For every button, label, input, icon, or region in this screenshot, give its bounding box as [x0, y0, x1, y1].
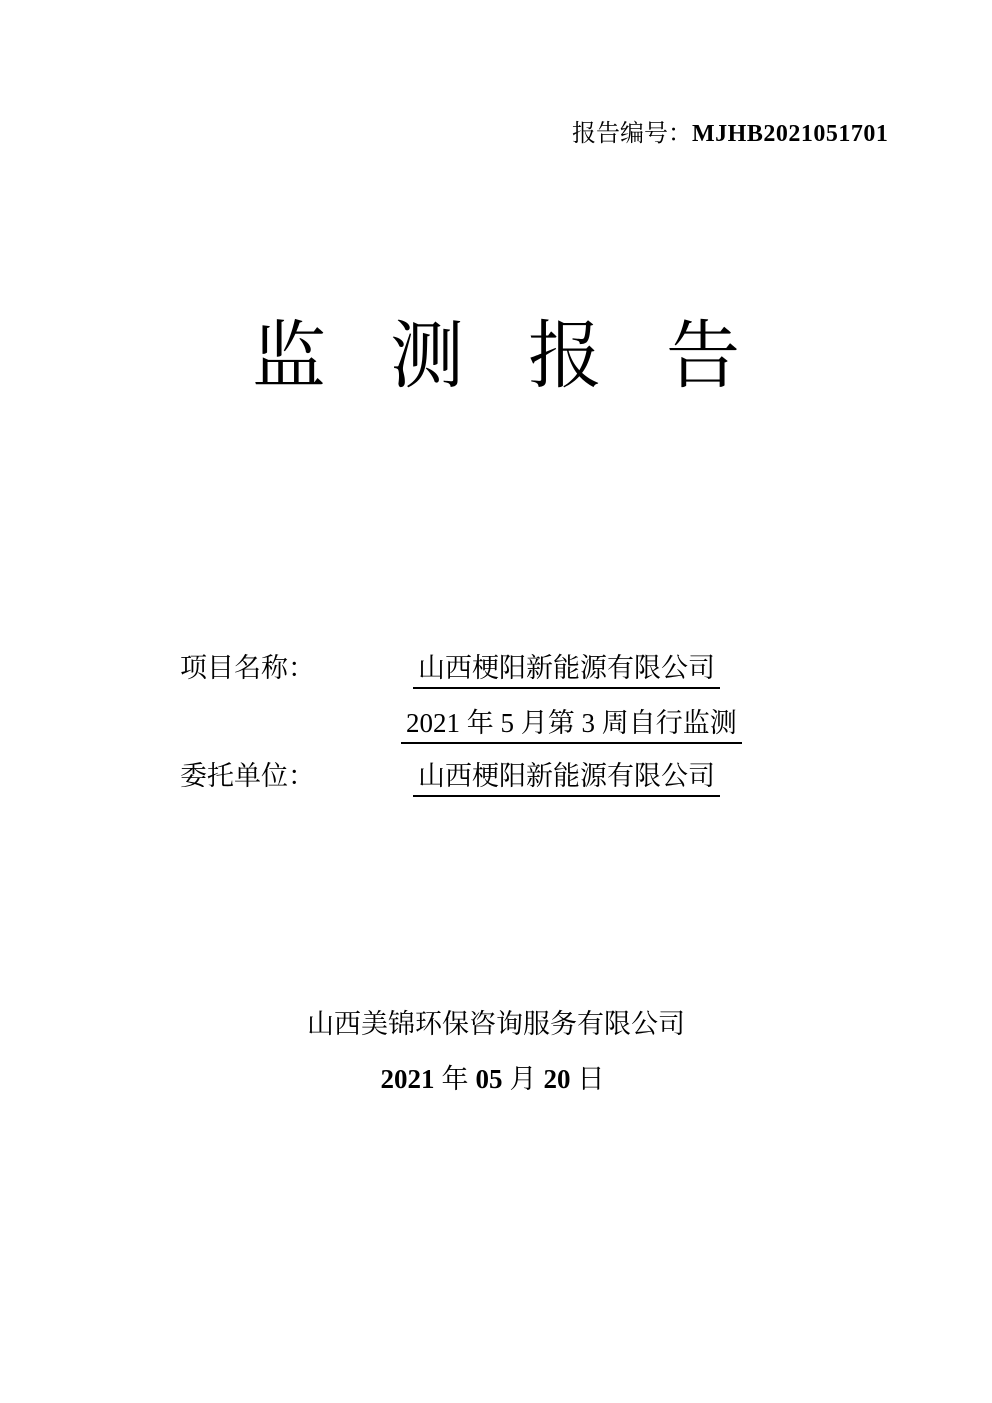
project-name-value-line1: 山西梗阳新能源有限公司	[413, 652, 720, 689]
client-unit-label: 委托单位：	[180, 761, 315, 791]
report-number-label: 报告编号：	[572, 121, 692, 147]
date-day-unit: 日	[577, 1064, 605, 1094]
report-number-value: MJHB2021051701	[692, 121, 889, 147]
date-day: 20	[543, 1064, 571, 1094]
project-name-value-line2: 2021 年 5 月第 3 周自行监测	[401, 707, 742, 744]
report-number	[572, 120, 888, 149]
date-year-unit: 年	[441, 1064, 469, 1094]
project-name-label: 项目名称：	[180, 653, 315, 683]
client-unit-value: 山西梗阳新能源有限公司	[413, 760, 720, 797]
date-year: 2021	[380, 1064, 435, 1094]
date-month-unit: 月	[509, 1064, 537, 1094]
date-month: 05	[475, 1064, 503, 1094]
issue-date	[0, 1063, 992, 1095]
issuer-company-name: 山西美锦环保咨询服务有限公司	[307, 1009, 685, 1039]
page-title: 监测报告	[252, 316, 804, 398]
